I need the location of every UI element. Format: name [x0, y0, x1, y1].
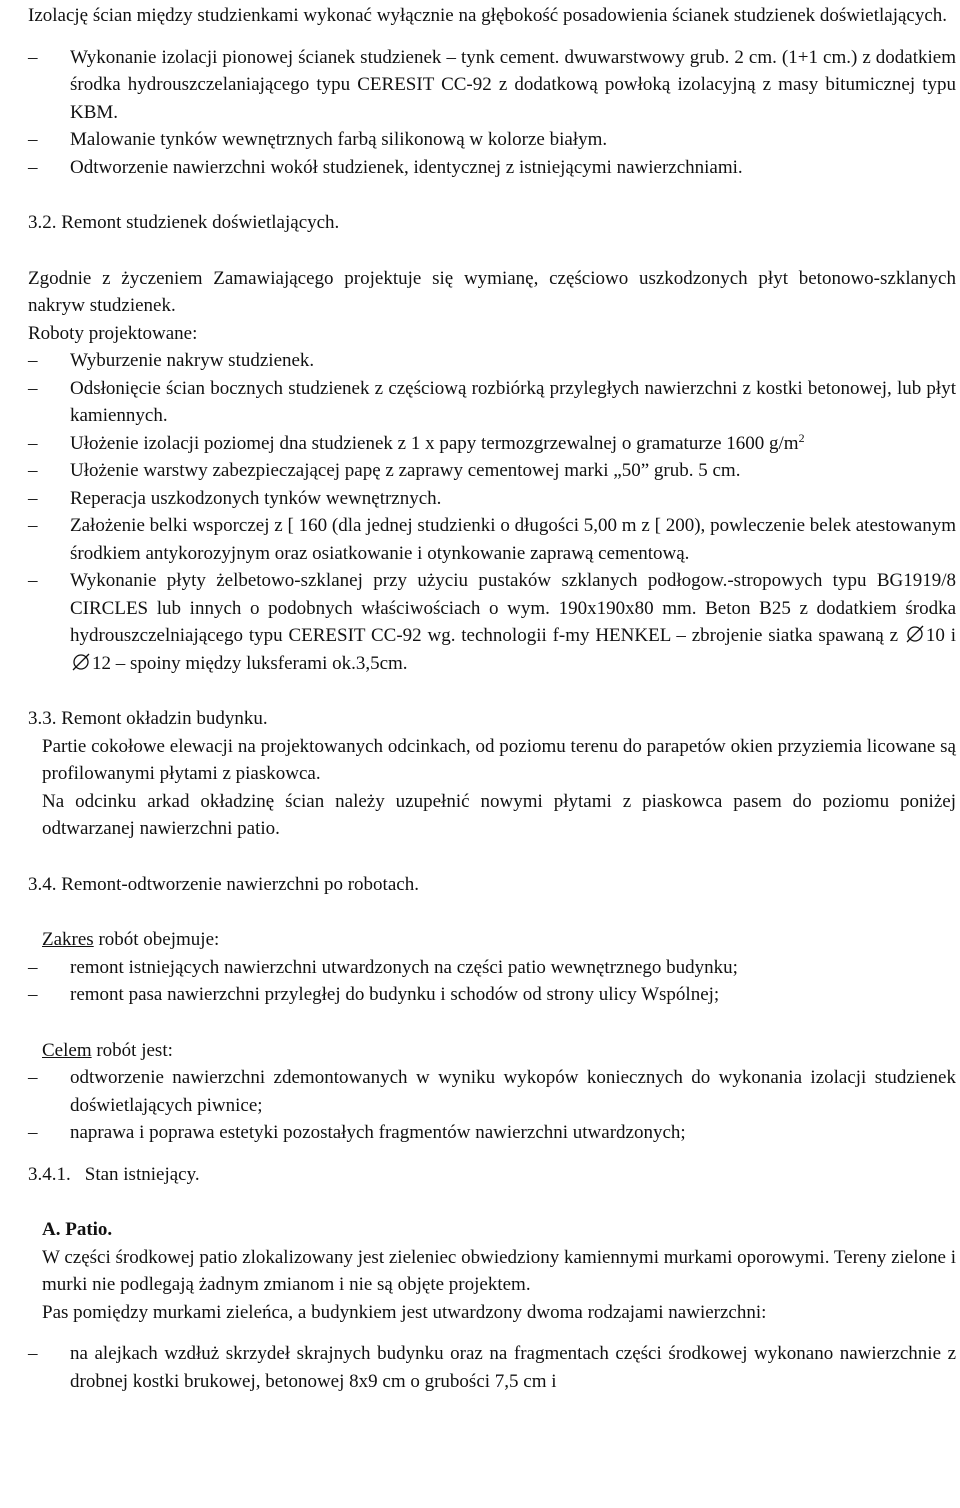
list-item-text: odtworzenie nawierzchni zdemontowanych w wyniku wykopów koniecznych do wykonania izolacji studzienek doświetlających piwnice;	[70, 1067, 956, 1116]
list-item-text: Ułożenie izolacji poziomej dna studzienek z 1 x papy termozgrzewalnej o gramaturze 1600 g/m	[70, 432, 799, 454]
superscript: 2	[798, 430, 805, 445]
list-item	[28, 430, 956, 458]
diameter-icon	[904, 625, 926, 643]
section-3-3-paragraph-b: Na odcinku arkad okładzinę ścian należy uzupełnić nowymi płytami z piaskowca pasem do poziomu poniżej odtwarzanej nawierzchni patio.	[42, 790, 956, 839]
diameter-icon	[70, 653, 92, 671]
list-item-text: na alejkach wzdłuż skrzydeł skrajnych budynku oraz na fragmentach części środkowej wykonano nawierzchnie z drobnej kostki brukowej, betonowej 8x9 cm o grubości 7,5 cm i	[70, 1343, 956, 1392]
list-item-text: 12 – spoiny między luksferami ok.3,5cm.	[92, 652, 408, 674]
list-item	[28, 154, 956, 182]
list-celem	[28, 1064, 956, 1147]
list-item-text: Reperacja uszkodzonych tynków wewnętrznych.	[70, 487, 442, 509]
dash-bullet: –	[28, 515, 38, 536]
section-heading-3-4: 3.4. Remont-odtworzenie nawierzchni po robotach.	[28, 873, 419, 895]
intro-paragraph: Izolację ścian między studzienkami wykonać wyłącznie na głębokość posadowienia ścianek studzienek doświetlających.	[28, 5, 948, 26]
list-item-text: Wykonanie izolacji pionowej ścianek studzienek – tynk cement. dwuwarstwowy grub. 2 cm. (1+1 cm.) z dodatkiem środka hydrouszczelaniającego typu CERESIT CC-92 z dodatkową powłoką izolacyjną z masy bitumicznej typu KBM.	[70, 46, 956, 123]
dash-bullet: –	[28, 350, 38, 371]
list-item	[28, 954, 956, 982]
list-a	[28, 44, 956, 182]
zakres-label	[28, 926, 956, 954]
section-heading-3-4-1	[28, 1161, 956, 1189]
dash-bullet: –	[28, 1343, 38, 1364]
list-item-text: Wyburzenie nakryw studzienek.	[70, 350, 315, 371]
list-item-text: Założenie belki wsporczej z [ 160 (dla jednej studzienki o długości 5,00 m z [ 200), powleczenie belek atestowanym środkiem antykorozyjnym oraz osiatkowanie i otynkowanie zaprawą cementową.	[70, 515, 956, 564]
patio-paragraph-b: Pas pomiędzy murkami zieleńca, a budynkiem jest utwardzony dwoma rodzajami nawierzchni:	[42, 1301, 767, 1323]
dash-bullet: –	[28, 1122, 38, 1143]
zakres-rest: robót obejmuje:	[93, 929, 220, 950]
list-item	[28, 567, 956, 677]
list-item-text: Wykonanie płyty żelbetowo-szklanej przy użyciu pustaków szklanych podłogow.-stropowych typu BG1919/8 CIRCLES lub innych o podobnych właściwościach o wym. 190x190x80 mm. Beton B25 z dodatkiem środka hydrouszczelniającego typu CERESIT CC-92 wg. technologii f-my HENKEL – zbrojenie siatka spawaną z	[70, 570, 956, 646]
list-item	[28, 347, 956, 375]
list-item-text: remont pasa nawierzchni przyległej do budynku i schodów od strony ulicy Wspólnej;	[70, 984, 720, 1005]
dash-bullet: –	[28, 984, 38, 1005]
patio-paragraph-a: W części środkowej patio zlokalizowany jest zieleniec obwiedziony kamiennymi murkami oporowymi. Tereny zielone i murki nie podlegają żadnym zmianom i nie są objęte projektem.	[42, 1246, 956, 1295]
celem-rest: robót jest:	[91, 1039, 173, 1061]
roboty-label: Roboty projektowane:	[28, 322, 198, 344]
list-item	[28, 1119, 956, 1147]
section-title: Stan istniejący.	[84, 1163, 200, 1185]
list-item	[28, 44, 956, 127]
list-item	[28, 1064, 956, 1119]
section-number: 3.4.1.	[28, 1163, 71, 1185]
dash-bullet: –	[28, 487, 38, 509]
document-page	[28, 0, 956, 1395]
list-zakres	[28, 954, 956, 1009]
list-item-text: remont istniejących nawierzchni utwardzonych na części patio wewnętrznego budynku;	[70, 956, 738, 978]
dash-bullet: –	[28, 156, 38, 178]
dash-bullet: –	[28, 129, 38, 150]
section-heading-3-3: 3.3. Remont okładzin budynku.	[28, 708, 268, 729]
dash-bullet: –	[28, 1067, 38, 1088]
dash-bullet: –	[28, 460, 38, 481]
dash-bullet: –	[28, 377, 38, 399]
list-item-text: Ułożenie warstwy zabezpieczającej papę z zaprawy cementowej marki „50” grub. 5 cm.	[70, 460, 741, 481]
dash-bullet: –	[28, 46, 38, 68]
dash-bullet: –	[28, 956, 38, 978]
zakres-underlined: Zakres	[42, 929, 94, 950]
list-item	[28, 126, 956, 154]
list-item-text: naprawa i poprawa estetyki pozostałych fragmentów nawierzchni utwardzonych;	[70, 1122, 686, 1143]
list-item	[28, 512, 956, 567]
list-item	[28, 375, 956, 430]
dash-bullet: –	[28, 432, 38, 454]
list-b	[28, 347, 956, 677]
celem-label	[28, 1037, 956, 1065]
list-item-text: Odsłonięcie ścian bocznych studzienek z częściową rozbiórką przyległych nawierzchni z kostki betonowej, lub płyt kamiennych.	[70, 377, 956, 426]
section-3-2-paragraph: Zgodnie z życzeniem Zamawiającego projektuje się wymianę, częściowo uszkodzonych płyt betonowo-szklanych nakryw studzienek.	[28, 267, 956, 316]
patio-heading: A. Patio.	[42, 1219, 113, 1240]
list-item-text: Malowanie tynków wewnętrznych farbą silikonową w kolorze białym.	[70, 129, 608, 150]
celem-underlined: Celem	[42, 1039, 92, 1061]
list-item	[28, 981, 956, 1009]
list-item	[28, 485, 956, 513]
section-heading-3-2: 3.2. Remont studzienek doświetlających.	[28, 212, 340, 233]
list-item-text: Odtworzenie nawierzchni wokół studzienek, identycznej z istniejącymi nawierzchniami.	[70, 156, 743, 178]
list-item	[28, 457, 956, 485]
list-item	[28, 1340, 956, 1395]
section-3-3-paragraph-a: Partie cokołowe elewacji na projektowanych odcinkach, od poziomu terenu do parapetów okien przyziemia licowane są profilowanymi płytami z piaskowca.	[42, 735, 956, 784]
list-patio	[28, 1340, 956, 1395]
dash-bullet: –	[28, 570, 38, 591]
list-item-text: 10 i	[925, 625, 957, 646]
